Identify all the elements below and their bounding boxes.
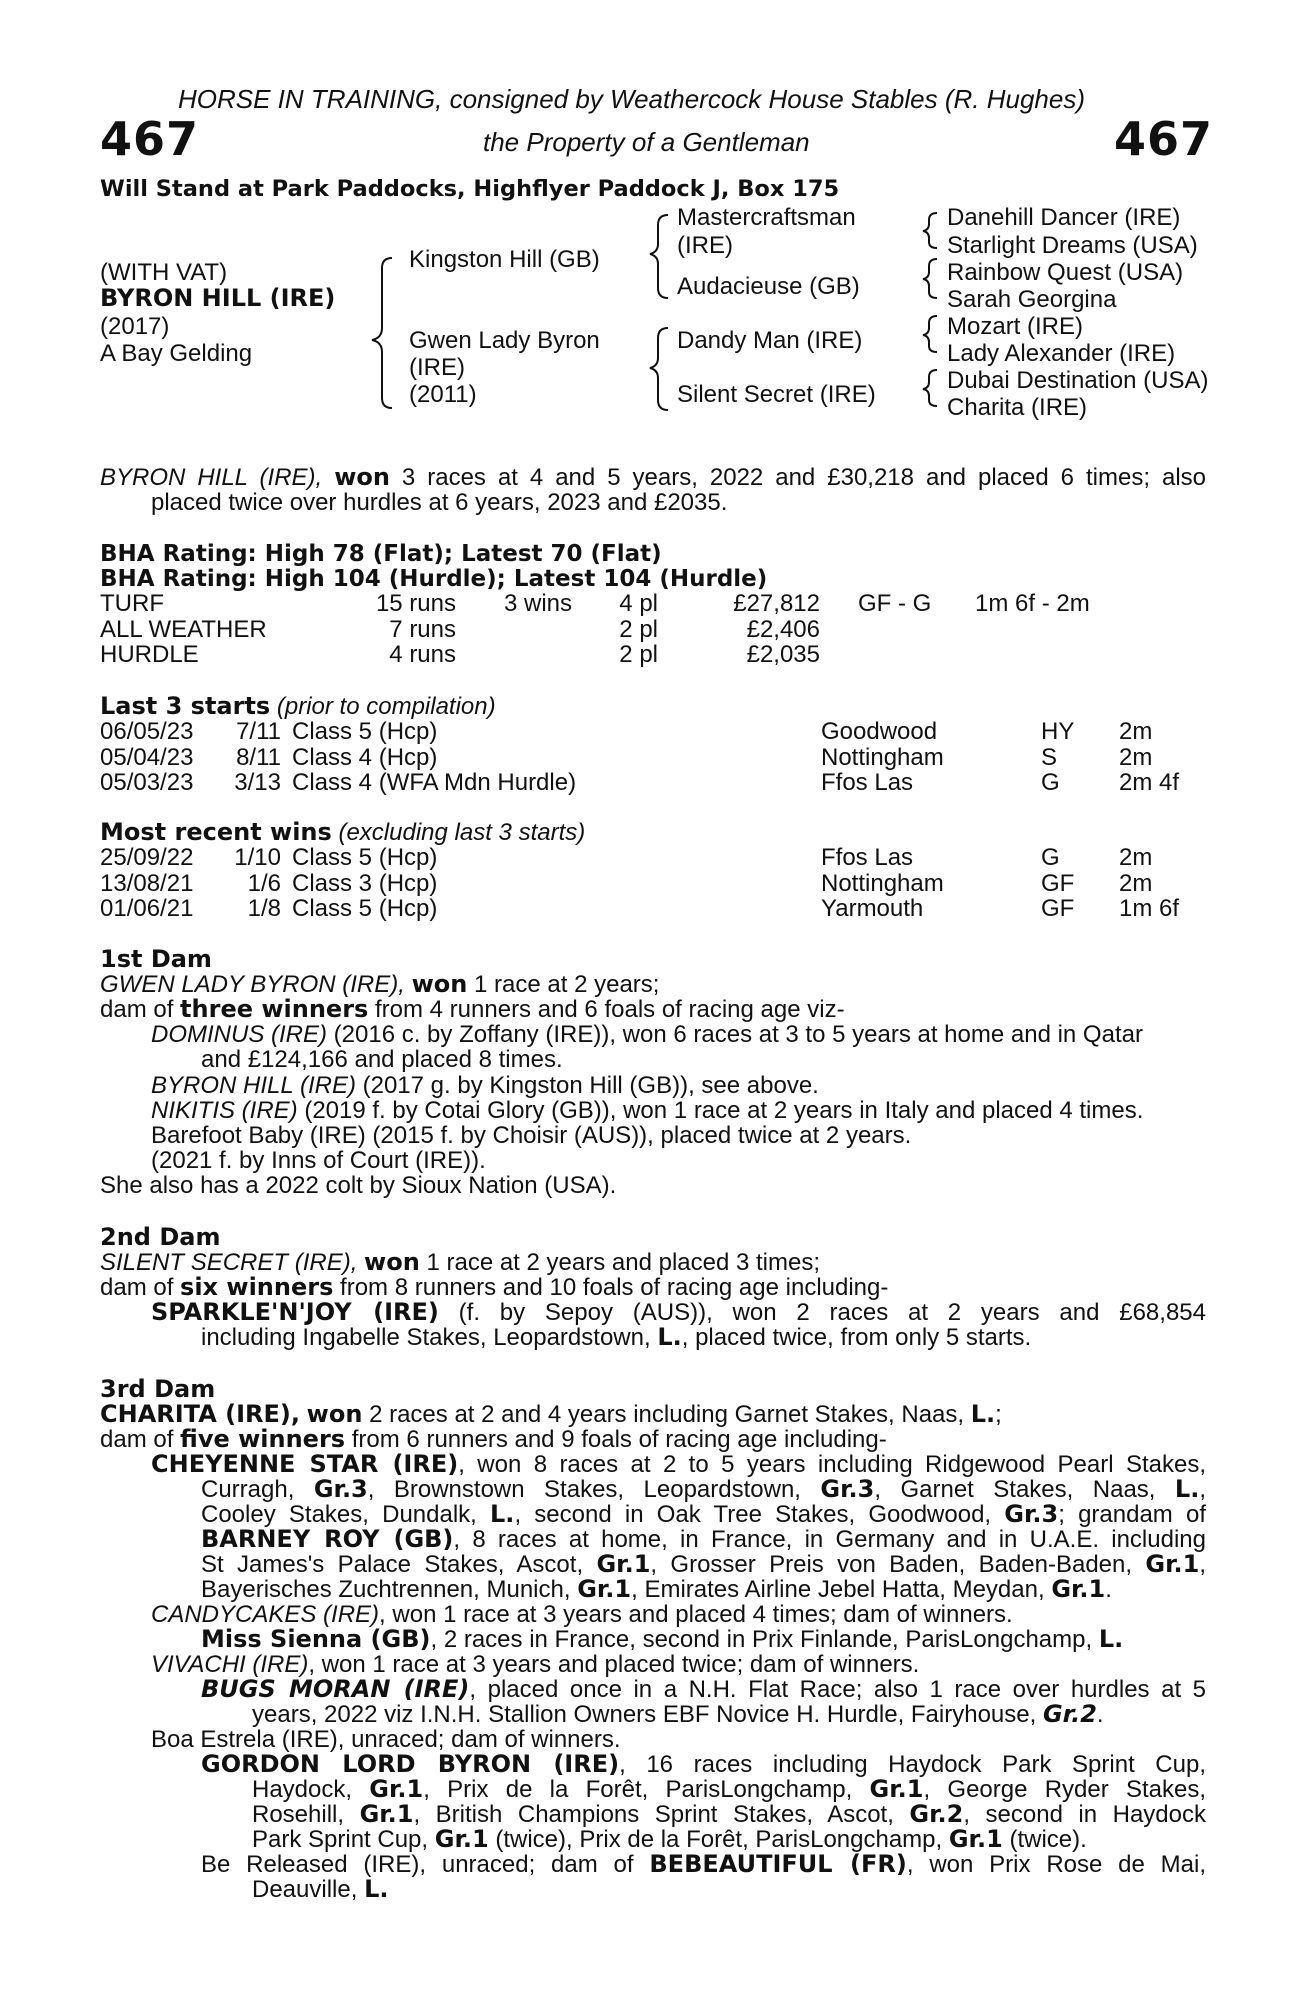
recent-distance: 2m <box>1119 869 1153 897</box>
sire-sire-line-1: Mastercraftsman <box>677 204 856 231</box>
dam1-p3-name: NIKITIS (IRE) <box>151 1097 298 1124</box>
dam2-line-2 <box>100 1275 888 1300</box>
gl-l3b: Gr.1 <box>359 1800 414 1828</box>
dam-line-2: (IRE) <box>409 354 465 381</box>
record-wins: 3 wins <box>503 590 572 617</box>
gl-l3d: Gr.2 <box>909 1800 964 1828</box>
consignment-line: HORSE IN TRAINING, consigned by Weathercock House Stables (R. Hughes) <box>178 84 1085 114</box>
recent-position: 1/8 <box>247 895 281 922</box>
recent-course: Ffos Las <box>821 844 914 871</box>
last3-date: 05/04/23 <box>100 743 194 771</box>
recent-date: 01/06/21 <box>100 895 194 922</box>
cs-l6d: Gr.1 <box>1051 1575 1106 1603</box>
gordon-line-3 <box>252 1802 1206 1827</box>
recent-heading <box>100 820 585 845</box>
recent-going: GF <box>1041 895 1075 922</box>
gl-l4e: (twice). <box>1002 1826 1087 1853</box>
sire-dam: Audacieuse (GB) <box>677 273 860 300</box>
cs-l3b: L. <box>490 1500 515 1528</box>
last3-position: 7/11 <box>236 718 281 745</box>
dam2-title: 2nd Dam <box>100 1223 221 1251</box>
recent-race: Class 5 (Hcp) <box>292 895 438 922</box>
gordon-l1: , 16 races including Haydock Park Sprint Cup, <box>619 1751 1207 1778</box>
cs-l6e: . <box>1105 1576 1112 1603</box>
last3-race: Class 5 (Hcp) <box>292 718 438 745</box>
rating-flat: BHA Rating: High 78 (Flat); Latest 70 (Flat) <box>100 541 662 567</box>
last3-position: 3/13 <box>234 769 281 796</box>
last3-going: S <box>1041 743 1058 771</box>
location-line: Will Stand at Park Paddocks, Highflyer Paddock J, Box 175 <box>100 176 840 202</box>
record-places: 2 pl <box>619 615 658 643</box>
dam2-p1-l2a: including Ingabelle Stakes, Leopardstown, <box>201 1324 658 1351</box>
cs-l6b: Gr.1 <box>577 1575 632 1603</box>
dam-dam: Silent Secret (IRE) <box>677 381 876 408</box>
cs-l3e: ; grandam of <box>1058 1501 1206 1528</box>
last3-date: 06/05/23 <box>100 718 194 745</box>
bugs-moran-line-2 <box>252 1702 1104 1727</box>
recent-distance: 2m <box>1119 844 1153 871</box>
dam3-l2c: from 6 runners and 9 foals of racing age including- <box>345 1426 887 1453</box>
dam1-progeny-4: Barefoot Baby (IRE) (2015 f. by Choisir (AUS)), placed twice at 2 years. <box>151 1122 912 1149</box>
dam3-end: ; <box>995 1401 1002 1428</box>
last3-note: (prior to compilation) <box>276 693 496 720</box>
cheyenne-name: CHEYENNE STAR (IRE) <box>151 1450 459 1478</box>
br-l1c: , won Prix Rose de Mai, <box>906 1851 1206 1878</box>
vivachi-name: VIVACHI (IRE) <box>151 1651 309 1678</box>
miss-sienna-L: L. <box>1098 1625 1124 1653</box>
dam1-name: GWEN LADY BYRON (IRE), <box>100 971 405 998</box>
dam1-line-2 <box>100 997 845 1022</box>
summary-line-1 <box>100 465 1206 490</box>
miss-sienna-name: Miss Sienna (GB) <box>201 1625 431 1653</box>
sire: Kingston Hill (GB) <box>409 246 600 273</box>
gl-l3a: Rosehill, <box>252 1801 360 1828</box>
record-surface: HURDLE <box>100 641 199 668</box>
gordon-line-1 <box>201 1752 1206 1777</box>
record-runs: 4 runs <box>389 641 456 668</box>
dam2-p1-rest: (f. by Sepoy (AUS)), won 2 races at 2 years and £68,854 <box>438 1299 1206 1326</box>
recent-title: Most recent wins <box>100 818 332 846</box>
dam1-note: She also has a 2022 colt by Sioux Nation (USA). <box>100 1172 617 1199</box>
gordon-line-4 <box>252 1827 1087 1852</box>
br-l2a: Deauville, <box>252 1876 365 1903</box>
dam3-line-1 <box>100 1402 1002 1427</box>
dam2-l2b: six winners <box>180 1273 334 1301</box>
recent-race: Class 3 (Hcp) <box>292 869 438 897</box>
dam2-progeny-1-line-2 <box>201 1325 1031 1350</box>
last3-distance: 2m <box>1119 718 1153 745</box>
recent-distance: 1m 6f <box>1119 895 1180 922</box>
dam1-rest: 1 race at 2 years; <box>467 971 660 998</box>
cs-l3a: Cooley Stakes, Dundalk, <box>201 1501 491 1528</box>
grandparent-4: Sarah Georgina <box>947 286 1117 313</box>
dam2-p1-name: SPARKLE'N'JOY (IRE) <box>151 1298 439 1326</box>
dam1-title: 1st Dam <box>100 945 212 973</box>
dam3-name: CHARITA (IRE), <box>100 1400 300 1428</box>
gordon-line-2 <box>252 1777 1206 1802</box>
lot-number-left: 467 <box>100 112 200 166</box>
be-released-line-2 <box>252 1877 388 1902</box>
gl-l3e: , second in Haydock <box>963 1801 1206 1828</box>
gordon-name: GORDON LORD BYRON (IRE) <box>201 1750 620 1778</box>
recent-date: 25/09/22 <box>100 844 194 871</box>
cs-l5a: St James's Palace Stakes, Ascot, <box>201 1551 597 1578</box>
dam1-l2b: three winners <box>180 995 369 1023</box>
horse-description: A Bay Gelding <box>100 340 253 367</box>
cs-l2e: , Garnet Stakes, Naas, <box>874 1476 1175 1503</box>
cs-l5e: , <box>1199 1551 1207 1578</box>
grandparent-8: Charita (IRE) <box>947 394 1088 421</box>
vivachi-rest: , won 1 race at 3 years and placed twice; dam of winners. <box>308 1651 920 1678</box>
bugs-moran-l1: , placed once in a N.H. Flat Race; also 1 race over hurdles at 5 <box>469 1676 1206 1703</box>
cs-l2g: , <box>1199 1476 1207 1503</box>
dam3-l2b: five winners <box>180 1425 346 1453</box>
cheyenne-line-2 <box>201 1477 1206 1502</box>
gl-l2c: , Prix de la Forêt, ParisLongchamp, <box>423 1776 870 1803</box>
cheyenne-l1: , won 8 races at 2 to 5 years including Ridgewood Pearl Stakes, <box>458 1451 1207 1478</box>
gl-l2b: Gr.1 <box>369 1775 424 1803</box>
dam1-progeny-1-line-2: and £124,166 and placed 8 times. <box>201 1046 563 1073</box>
last3-heading <box>100 694 496 719</box>
dam1-progeny-1 <box>151 1022 1143 1047</box>
br-l1a: Be Released (IRE), unraced; dam of <box>201 1851 650 1878</box>
cs-l3c: , second in Oak Tree Stakes, Goodwood, <box>514 1501 1005 1528</box>
dam-line-1: Gwen Lady Byron <box>409 327 600 354</box>
recent-position: 1/6 <box>247 869 281 897</box>
grandparent-5: Mozart (IRE) <box>947 313 1084 340</box>
recent-position: 1/10 <box>234 844 281 871</box>
recent-race: Class 5 (Hcp) <box>292 844 438 871</box>
record-going: GF - G <box>858 590 932 617</box>
grandparent-6: Lady Alexander (IRE) <box>947 340 1176 367</box>
rating-hurdle: BHA Rating: High 104 (Hurdle); Latest 104 (Hurdle) <box>100 566 768 592</box>
horse-name: BYRON HILL (IRE) <box>100 284 336 312</box>
dam1-p1-name: DOMINUS (IRE) <box>151 1021 327 1048</box>
gl-l2a: Haydock, <box>252 1776 370 1803</box>
cs-l5d: Gr.1 <box>1145 1550 1200 1578</box>
cs-l2d: Gr.3 <box>820 1475 875 1503</box>
gl-l4a: Park Sprint Cup, <box>252 1826 435 1853</box>
miss-sienna-line <box>201 1627 1123 1652</box>
dam2-p1-l2b: L. <box>657 1323 682 1351</box>
record-places: 4 pl <box>619 590 658 617</box>
cheyenne-line-5 <box>201 1552 1206 1577</box>
be-released-line-1 <box>201 1852 1206 1877</box>
recent-going: GF <box>1041 869 1075 897</box>
bugs-moran-line-1 <box>201 1677 1206 1702</box>
gl-l2d: Gr.1 <box>869 1775 924 1803</box>
record-places: 2 pl <box>619 641 658 668</box>
summary-won: won <box>334 463 390 491</box>
record-prize-money: £2,406 <box>746 615 820 643</box>
grandparent-7: Dubai Destination (USA) <box>947 367 1209 394</box>
candycakes-rest: , won 1 race at 3 years and placed 4 times; dam of winners. <box>379 1601 1013 1628</box>
gl-l3c: , British Champions Sprint Stakes, Ascot, <box>413 1801 910 1828</box>
dam2-p1-l2c: , placed twice, from only 5 starts. <box>681 1324 1032 1351</box>
cheyenne-line-3 <box>201 1502 1206 1527</box>
dam-line-3: (2011) <box>409 381 477 408</box>
lot-number-right: 467 <box>1114 112 1214 166</box>
grandparent-3: Rainbow Quest (USA) <box>947 259 1184 286</box>
cs-l2c: , Brownstown Stakes, Leopardstown, <box>367 1476 821 1503</box>
dam2-rest: 1 race at 2 years and placed 3 times; <box>419 1249 821 1276</box>
dam1-p1-rest: (2016 c. by Zoffany (IRE)), won 6 races at 3 to 5 years at home and in Qatar <box>327 1021 1143 1048</box>
dam3-L: L. <box>970 1400 996 1428</box>
br-l2b: L. <box>364 1875 389 1903</box>
record-runs: 15 runs <box>375 590 456 617</box>
dam3-won: won <box>306 1400 363 1428</box>
dam3-rest: 2 races at 2 and 4 years including Garnet Stakes, Naas, <box>362 1401 971 1428</box>
grandparent-2: Starlight Dreams (USA) <box>947 232 1198 259</box>
record-surface: ALL WEATHER <box>100 615 267 643</box>
sire-sire-line-2: (IRE) <box>677 232 733 259</box>
last3-course: Nottingham <box>821 743 944 771</box>
dam2-line-1 <box>100 1250 820 1275</box>
cs-l6c: , Emirates Airline Jebel Hatta, Meydan, <box>631 1576 1052 1603</box>
dam3-line-2 <box>100 1427 887 1452</box>
record-runs: 7 runs <box>389 615 456 643</box>
boa-estrela-line: Boa Estrela (IRE), unraced; dam of winners. <box>151 1726 621 1753</box>
summary-horse-name: BYRON HILL (IRE), <box>100 464 323 491</box>
dam3-title: 3rd Dam <box>100 1375 216 1403</box>
cs-l2f: L. <box>1174 1475 1200 1503</box>
grandparent-1: Danehill Dancer (IRE) <box>947 204 1181 231</box>
last3-course: Ffos Las <box>821 769 914 796</box>
record-prize-money: £27,812 <box>733 590 820 617</box>
dam1-progeny-5: (2021 f. by Inns of Court (IRE)). <box>151 1147 486 1174</box>
dam1-l2c: from 4 runners and 6 foals of racing age viz- <box>368 996 845 1023</box>
recent-course: Yarmouth <box>821 895 924 922</box>
cheyenne-line-6 <box>201 1577 1112 1602</box>
dam2-name: SILENT SECRET (IRE), <box>100 1249 358 1276</box>
vivachi-line <box>151 1652 919 1677</box>
summary-line-2: placed twice over hurdles at 6 years, 2023 and £2035. <box>151 489 728 516</box>
summary-text-1: 3 races at 4 and 5 years, 2022 and £30,218 and placed 6 times; also <box>389 464 1207 491</box>
dam1-progeny-3 <box>151 1098 1143 1123</box>
bm-l2a: years, 2022 viz I.N.H. Stallion Owners EBF Novice H. Hurdle, Fairyhouse, <box>252 1701 1043 1728</box>
dam1-won: won <box>411 970 468 998</box>
dam-sire: Dandy Man (IRE) <box>677 327 863 354</box>
dam1-progeny-2 <box>151 1073 819 1098</box>
last3-course: Goodwood <box>821 718 938 745</box>
dam2-l2c: from 8 runners and 10 foals of racing age including- <box>333 1274 889 1301</box>
dam2-won: won <box>364 1248 420 1276</box>
recent-date: 13/08/21 <box>100 869 194 897</box>
record-distance: 1m 6f - 2m <box>975 590 1090 617</box>
last3-going: G <box>1041 769 1060 796</box>
cheyenne-line-1 <box>151 1452 1206 1477</box>
cs-l2a: Curragh, <box>201 1476 314 1503</box>
last3-distance: 2m <box>1119 743 1153 771</box>
recent-going: G <box>1041 844 1060 871</box>
dam1-l2a: dam of <box>100 996 181 1023</box>
cs-l4a: BARNEY ROY (GB) <box>201 1525 454 1553</box>
candycakes-name: CANDYCAKES (IRE) <box>151 1601 380 1628</box>
br-l1b: BEBEAUTIFUL (FR) <box>649 1850 907 1878</box>
dam2-progeny-1 <box>151 1300 1206 1325</box>
property-line: the Property of a Gentleman <box>483 127 810 157</box>
last3-race: Class 4 (WFA Mdn Hurdle) <box>292 769 577 796</box>
last3-title: Last 3 starts <box>100 692 271 720</box>
cs-l5c: , Grosser Preis von Baden, Baden-Baden, <box>650 1551 1146 1578</box>
miss-sienna-rest: , 2 races in France, second in Prix Finlande, ParisLongchamp, <box>430 1626 1099 1653</box>
dam1-p2-name: BYRON HILL (IRE) <box>151 1072 356 1099</box>
last3-race: Class 4 (Hcp) <box>292 743 438 771</box>
record-surface: TURF <box>100 590 164 617</box>
cs-l6a: Bayerisches Zuchtrennen, Munich, <box>201 1576 578 1603</box>
candycakes-line <box>151 1602 1013 1627</box>
cheyenne-line-4 <box>201 1527 1206 1552</box>
gl-l4c: (twice), Prix de la Forêt, ParisLongchamp, <box>488 1826 949 1853</box>
dam2-l2a: dam of <box>100 1274 181 1301</box>
dam1-p2-rest: (2017 g. by Kingston Hill (GB)), see above. <box>355 1072 819 1099</box>
record-prize-money: £2,035 <box>746 641 820 668</box>
gl-l4b: Gr.1 <box>434 1825 489 1853</box>
recent-course: Nottingham <box>821 869 944 897</box>
bm-l2c: . <box>1096 1701 1104 1728</box>
horse-year: (2017) <box>100 313 170 340</box>
cs-l5b: Gr.1 <box>596 1550 651 1578</box>
gl-l4d: Gr.1 <box>948 1825 1003 1853</box>
cs-l2b: Gr.3 <box>313 1475 368 1503</box>
cs-l3d: Gr.3 <box>1004 1500 1059 1528</box>
recent-note: (excluding last 3 starts) <box>338 819 586 846</box>
last3-position: 8/11 <box>236 743 281 771</box>
last3-date: 05/03/23 <box>100 769 194 796</box>
last3-going: HY <box>1041 718 1075 745</box>
bm-l2b: Gr.2 <box>1042 1700 1097 1728</box>
dam1-p3-rest: (2019 f. by Cotai Glory (GB)), won 1 race at 2 years in Italy and placed 4 times. <box>297 1097 1144 1124</box>
dam1-line-1 <box>100 972 659 997</box>
cs-l4b: , 8 races at home, in France, in Germany and in U.A.E. including <box>453 1526 1206 1553</box>
gl-l2e: , George Ryder Stakes, <box>923 1776 1206 1803</box>
last3-distance: 2m 4f <box>1119 769 1180 796</box>
vat-label: (WITH VAT) <box>100 259 228 286</box>
dam3-l2a: dam of <box>100 1426 181 1453</box>
bugs-moran-name: BUGS MORAN (IRE) <box>201 1675 470 1703</box>
